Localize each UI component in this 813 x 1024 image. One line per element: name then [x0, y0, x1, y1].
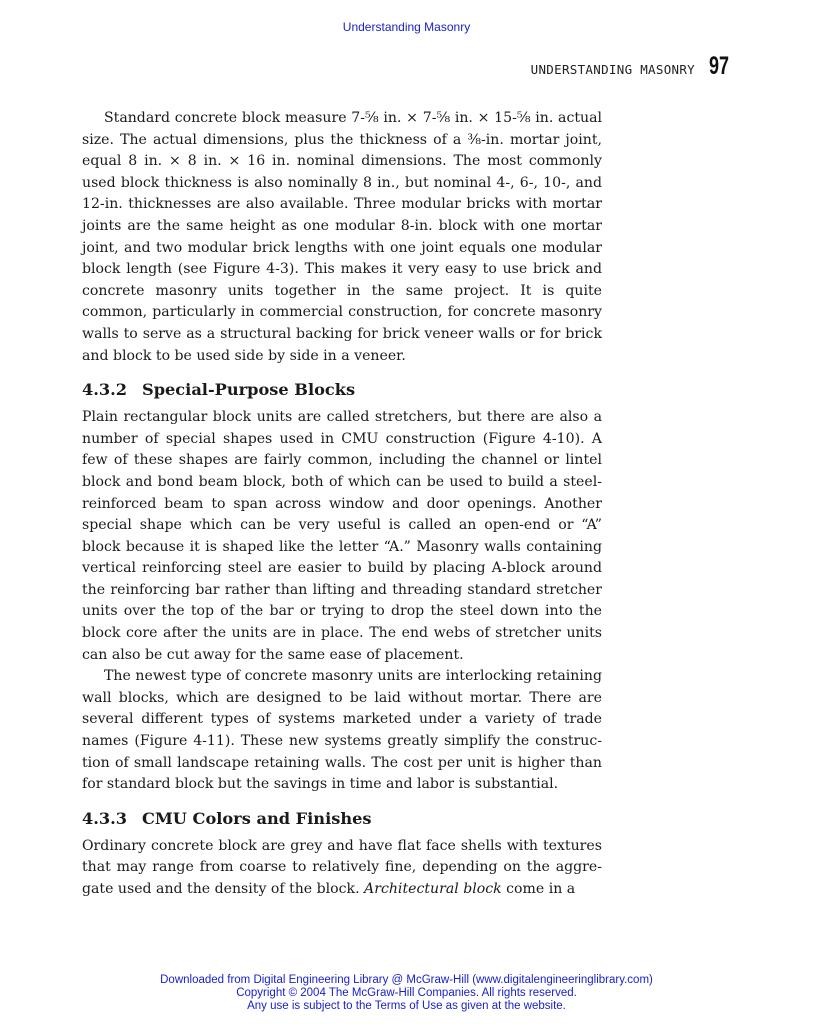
paragraph-text: Ordinary concrete block are grey and have flat face shells with textures that may range from coarse to relatively fine, depending on the aggregate used and the density of the block.: [82, 837, 602, 897]
paragraph: [82, 836, 602, 901]
footer: [0, 974, 813, 1013]
section-number: 4.3.2: [82, 380, 128, 400]
section-number: 4.3.3: [82, 808, 128, 828]
page-number: 97: [709, 52, 730, 80]
section-title: Special-Purpose Blocks: [142, 380, 356, 400]
italic-term: Architectural block: [364, 881, 502, 897]
top-link[interactable]: Understanding Masonry: [342, 20, 471, 34]
section-title: CMU Colors and Finishes: [142, 808, 372, 828]
footer-copyright: Copyright © 2004 The McGraw-Hill Companies. All rights reserved.: [236, 987, 577, 999]
paragraph: The newest type of concrete masonry units are interlocking retaining wall blocks, which are designed to be laid without mortar. There are several different types of systems marketed under a variety of trade names (Figure 4-11). These new systems greatly simplify the construction of small landscape retaining walls. The cost per unit is higher than for standard block but the savings in time and labor is substantial.: [82, 668, 602, 793]
paragraph: Standard concrete block measure 7-⁵⁄₈ in. × 7-⁵⁄₈ in. × 15-⁵⁄₈ in. actual size. The actual dimensions, plus the thickness of a ³⁄₈-in. mortar joint, equal 8 in. × 8 in. × 16 in. nominal dimensions. The most commonly used block thickness is also nominally 8 in., but nominal 4-, 6-, 10-, and 12-in. thicknesses are also available. Three modular bricks with mortar joints are the same height as one modular 8-in. block with one mortar joint, and two modular brick lengths with one joint equals one modular block length (see Figure 4-3). This makes it very easy to use brick and concrete masonry units together in the same project. It is quite common, particularly in commercial construction, for concrete masonry walls to serve as a structural backing for brick veneer walls or for brick and block to be used side by side in a veneer.: [82, 110, 602, 364]
footer-download-link[interactable]: Downloaded from Digital Engineering Library @ McGraw-Hill (www.digitalengineeringlibrary.com): [160, 974, 653, 986]
running-title: UNDERSTANDING MASONRY: [530, 62, 695, 77]
paragraph-text: come in a: [501, 881, 576, 897]
section-heading: [82, 378, 602, 402]
page-body: [82, 108, 602, 901]
running-head: [531, 52, 731, 81]
footer-terms-link[interactable]: Any use is subject to the Terms of Use as given at the website.: [247, 1000, 566, 1012]
paragraph: Plain rectangular block units are called stretchers, but there are also a number of special shapes used in CMU construction (Figure 4-10). A few of these shapes are fairly common, including the channel or lintel block and bond beam block, both of which can be used to build a steel-reinforced beam to span across window and door openings. Another special shape which can be very useful is called an open-end or “A” block because it is shaped like the letter “A.” Masonry walls containing vertical reinforcing steel are easier to build by placing A-block around the reinforcing bar rather than lifting and threading standard stretcher units over the top of the bar or trying to drop the steel down into the block core after the units are in place. The end webs of stretcher units can also be cut away for the same ease of placement.: [82, 409, 602, 663]
section-heading: [82, 807, 602, 831]
